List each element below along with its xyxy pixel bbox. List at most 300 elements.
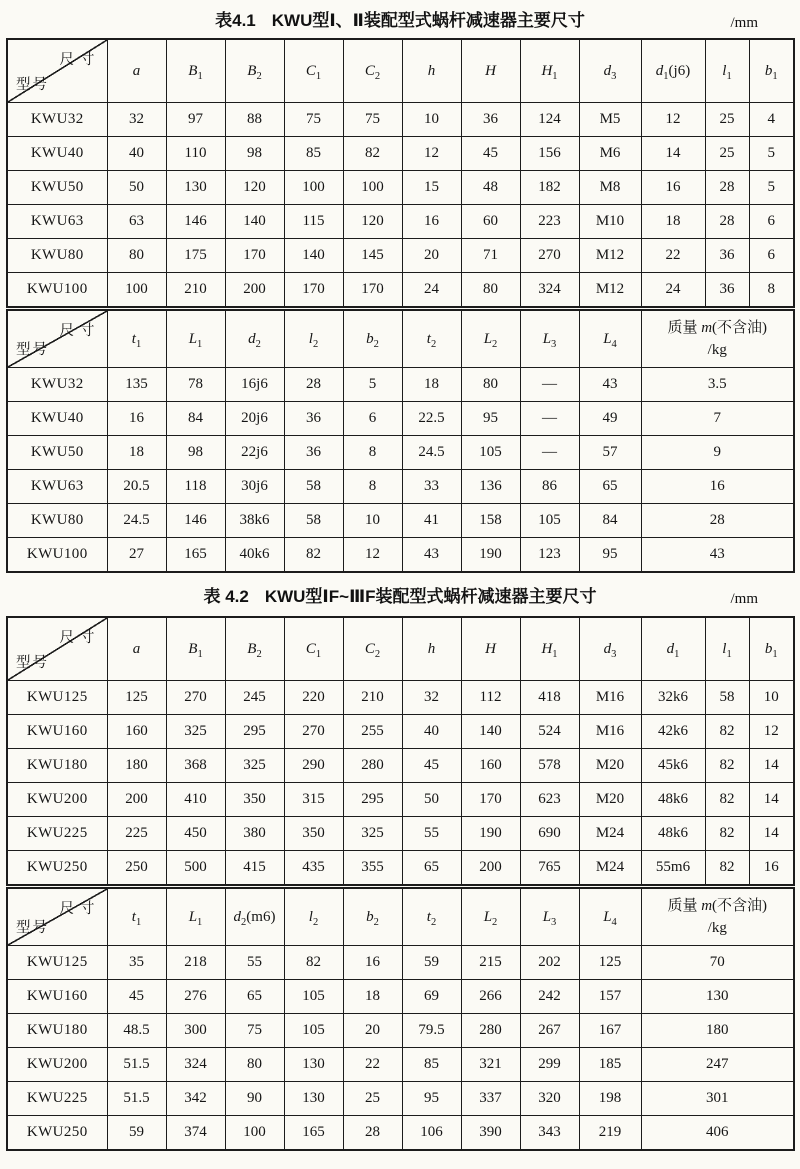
value-cell: 59 — [107, 1116, 166, 1151]
value-cell: 82 — [284, 538, 343, 573]
corner-diagonal — [8, 40, 107, 102]
value-cell: 118 — [166, 470, 225, 504]
corner-label-model: 型号 — [16, 342, 49, 358]
header-cell: $C_2$ — [343, 617, 402, 681]
value-cell: 160 — [107, 715, 166, 749]
corner-label-size: 尺寸 — [59, 323, 101, 339]
value-cell: 200 — [461, 851, 520, 887]
value-cell: 69 — [402, 980, 461, 1014]
value-cell: 51.5 — [107, 1048, 166, 1082]
value-cell: 135 — [107, 368, 166, 402]
header-cell: $L_2$ — [461, 887, 520, 946]
value-cell: 123 — [520, 538, 579, 573]
mass-value-cell: 130 — [641, 980, 794, 1014]
model-cell: KWU180 — [7, 749, 107, 783]
corner-cell — [7, 617, 107, 681]
value-cell: 82 — [705, 715, 749, 749]
table-row — [7, 504, 794, 538]
value-cell: 14 — [749, 817, 794, 851]
value-cell: 219 — [579, 1116, 641, 1151]
value-cell: 170 — [343, 273, 402, 309]
value-cell: 325 — [166, 715, 225, 749]
mass-header-line1: 质量 m(不含油) — [667, 320, 768, 336]
header-cell: $b_2$ — [343, 887, 402, 946]
table-row — [7, 1014, 794, 1048]
value-cell: M24 — [579, 817, 641, 851]
mass-value-cell: 16 — [641, 470, 794, 504]
value-cell: 48k6 — [641, 817, 705, 851]
model-cell: KWU125 — [7, 946, 107, 980]
value-cell: 32k6 — [641, 681, 705, 715]
value-cell: 200 — [225, 273, 284, 309]
header-cell: $b_2$ — [343, 309, 402, 368]
table-row — [7, 980, 794, 1014]
value-cell: 36 — [284, 436, 343, 470]
header-cell: $L_2$ — [461, 309, 520, 368]
value-cell: 55 — [402, 817, 461, 851]
table-row — [7, 205, 794, 239]
value-cell: 22 — [641, 239, 705, 273]
value-cell: 500 — [166, 851, 225, 887]
value-cell: 27 — [107, 538, 166, 573]
table-4-2-title — [6, 586, 794, 608]
value-cell: 40 — [402, 715, 461, 749]
value-cell: — — [520, 402, 579, 436]
value-cell: 105 — [284, 980, 343, 1014]
value-cell: 22 — [343, 1048, 402, 1082]
model-cell: KWU180 — [7, 1014, 107, 1048]
value-cell: 32 — [402, 681, 461, 715]
value-cell: 325 — [343, 817, 402, 851]
value-cell: 210 — [343, 681, 402, 715]
value-cell: 65 — [402, 851, 461, 887]
value-cell: 320 — [520, 1082, 579, 1116]
value-cell: 18 — [641, 205, 705, 239]
value-cell: 415 — [225, 851, 284, 887]
value-cell: 210 — [166, 273, 225, 309]
value-cell: 8 — [343, 470, 402, 504]
value-cell: 8 — [343, 436, 402, 470]
value-cell: 51.5 — [107, 1082, 166, 1116]
value-cell: 82 — [284, 946, 343, 980]
value-cell: 82 — [705, 783, 749, 817]
value-cell: 57 — [579, 436, 641, 470]
header-cell: $d_3$ — [579, 39, 641, 103]
value-cell: 90 — [225, 1082, 284, 1116]
value-cell: M10 — [579, 205, 641, 239]
value-cell: 4 — [749, 103, 794, 137]
value-cell: 16 — [402, 205, 461, 239]
value-cell: 16 — [749, 851, 794, 887]
header-cell: a — [107, 39, 166, 103]
value-cell: 145 — [343, 239, 402, 273]
value-cell: 80 — [461, 273, 520, 309]
model-cell: KWU32 — [7, 368, 107, 402]
value-cell: M8 — [579, 171, 641, 205]
value-cell: 80 — [225, 1048, 284, 1082]
header-cell: $H_1$ — [520, 39, 579, 103]
header-cell: $L_4$ — [579, 887, 641, 946]
mass-header-line1: 质量 m(不含油) — [667, 898, 768, 914]
value-cell: 85 — [402, 1048, 461, 1082]
header-cell: $B_2$ — [225, 39, 284, 103]
header-cell: $L_3$ — [520, 887, 579, 946]
value-cell: 97 — [166, 103, 225, 137]
value-cell: 40k6 — [225, 538, 284, 573]
table-row — [7, 851, 794, 887]
value-cell: 15 — [402, 171, 461, 205]
value-cell: 198 — [579, 1082, 641, 1116]
value-cell: 324 — [520, 273, 579, 309]
model-cell: KWU100 — [7, 538, 107, 573]
header-cell: $L_3$ — [520, 309, 579, 368]
header-cell: h — [402, 39, 461, 103]
value-cell: 43 — [579, 368, 641, 402]
value-cell: 765 — [520, 851, 579, 887]
table-row — [7, 436, 794, 470]
value-cell: 125 — [107, 681, 166, 715]
table-row — [7, 946, 794, 980]
value-cell: 250 — [107, 851, 166, 887]
value-cell: 59 — [402, 946, 461, 980]
value-cell: 16 — [107, 402, 166, 436]
value-cell: 22j6 — [225, 436, 284, 470]
value-cell: 20.5 — [107, 470, 166, 504]
header-cell: $l_1$ — [705, 39, 749, 103]
value-cell: 65 — [225, 980, 284, 1014]
value-cell: 36 — [284, 402, 343, 436]
value-cell: 28 — [343, 1116, 402, 1151]
value-cell: 290 — [284, 749, 343, 783]
table-4-2-label: 表 4.2 — [203, 587, 249, 606]
value-cell: 24.5 — [402, 436, 461, 470]
value-cell: 42k6 — [641, 715, 705, 749]
value-cell: 190 — [461, 538, 520, 573]
value-cell: 45k6 — [641, 749, 705, 783]
value-cell: 120 — [343, 205, 402, 239]
value-cell: 41 — [402, 504, 461, 538]
value-cell: 45 — [107, 980, 166, 1014]
header-cell: $t_1$ — [107, 309, 166, 368]
value-cell: 374 — [166, 1116, 225, 1151]
table-row — [7, 749, 794, 783]
value-cell: 146 — [166, 504, 225, 538]
model-cell: KWU50 — [7, 171, 107, 205]
value-cell: 24 — [641, 273, 705, 309]
model-cell: KWU225 — [7, 1082, 107, 1116]
value-cell: 280 — [461, 1014, 520, 1048]
value-cell: 36 — [705, 273, 749, 309]
value-cell: 58 — [284, 504, 343, 538]
mass-value-cell: 43 — [641, 538, 794, 573]
corner-label-model: 型号 — [16, 77, 49, 93]
value-cell: 45 — [402, 749, 461, 783]
table-row — [7, 681, 794, 715]
value-cell: 125 — [579, 946, 641, 980]
header-cell: $t_2$ — [402, 309, 461, 368]
value-cell: 175 — [166, 239, 225, 273]
mass-header-cell — [641, 309, 794, 368]
model-cell: KWU32 — [7, 103, 107, 137]
value-cell: 98 — [225, 137, 284, 171]
model-cell: KWU200 — [7, 1048, 107, 1082]
header-row — [7, 617, 794, 681]
value-cell: 170 — [225, 239, 284, 273]
header-cell: $L_1$ — [166, 887, 225, 946]
value-cell: 170 — [284, 273, 343, 309]
value-cell: 80 — [107, 239, 166, 273]
value-cell: 156 — [520, 137, 579, 171]
corner-diagonal — [8, 618, 107, 680]
value-cell: 82 — [705, 851, 749, 887]
value-cell: 50 — [402, 783, 461, 817]
value-cell: 38k6 — [225, 504, 284, 538]
value-cell: 270 — [284, 715, 343, 749]
table-row — [7, 137, 794, 171]
value-cell: 223 — [520, 205, 579, 239]
value-cell: 321 — [461, 1048, 520, 1082]
model-cell: KWU200 — [7, 783, 107, 817]
value-cell: 182 — [520, 171, 579, 205]
mass-header-line2: /kg — [707, 920, 727, 936]
value-cell: 180 — [107, 749, 166, 783]
value-cell: 98 — [166, 436, 225, 470]
value-cell: 106 — [402, 1116, 461, 1151]
model-cell: KWU100 — [7, 273, 107, 309]
value-cell: 33 — [402, 470, 461, 504]
value-cell: 299 — [520, 1048, 579, 1082]
table-4-2-caption: KWU型ⅠF~ⅢF装配型式蜗杆减速器主要尺寸 — [264, 587, 597, 606]
value-cell: 35 — [107, 946, 166, 980]
value-cell: 524 — [520, 715, 579, 749]
header-cell: a — [107, 617, 166, 681]
value-cell: 6 — [343, 402, 402, 436]
value-cell: 12 — [749, 715, 794, 749]
mass-header-cell — [641, 887, 794, 946]
value-cell: 24 — [402, 273, 461, 309]
value-cell: 158 — [461, 504, 520, 538]
value-cell: 14 — [749, 783, 794, 817]
value-cell: 115 — [284, 205, 343, 239]
header-cell: $C_1$ — [284, 39, 343, 103]
model-cell: KWU160 — [7, 980, 107, 1014]
header-cell: $B_1$ — [166, 39, 225, 103]
value-cell: 16 — [343, 946, 402, 980]
model-cell: KWU50 — [7, 436, 107, 470]
value-cell: 28 — [284, 368, 343, 402]
value-cell: — — [520, 436, 579, 470]
header-row — [7, 887, 794, 946]
value-cell: M20 — [579, 749, 641, 783]
value-cell: M20 — [579, 783, 641, 817]
value-cell: 130 — [284, 1082, 343, 1116]
header-cell: $C_1$ — [284, 617, 343, 681]
value-cell: 255 — [343, 715, 402, 749]
value-cell: 84 — [579, 504, 641, 538]
value-cell: 266 — [461, 980, 520, 1014]
value-cell: 40 — [107, 137, 166, 171]
table-row — [7, 538, 794, 573]
value-cell: 80 — [461, 368, 520, 402]
value-cell: 8 — [749, 273, 794, 309]
header-cell: $b_1$ — [749, 617, 794, 681]
value-cell: 10 — [343, 504, 402, 538]
value-cell: 105 — [520, 504, 579, 538]
value-cell: 36 — [705, 239, 749, 273]
value-cell: 6 — [749, 205, 794, 239]
header-cell: $l_2$ — [284, 309, 343, 368]
header-cell: $L_4$ — [579, 309, 641, 368]
value-cell: 25 — [343, 1082, 402, 1116]
value-cell: 276 — [166, 980, 225, 1014]
header-cell: $t_2$ — [402, 887, 461, 946]
value-cell: 342 — [166, 1082, 225, 1116]
value-cell: 5 — [749, 137, 794, 171]
header-row — [7, 309, 794, 368]
value-cell: 225 — [107, 817, 166, 851]
value-cell: 105 — [284, 1014, 343, 1048]
value-cell: 124 — [520, 103, 579, 137]
value-cell: 18 — [107, 436, 166, 470]
value-cell: 18 — [343, 980, 402, 1014]
header-cell: $l_2$ — [284, 887, 343, 946]
value-cell: 418 — [520, 681, 579, 715]
value-cell: 220 — [284, 681, 343, 715]
mass-value-cell: 9 — [641, 436, 794, 470]
value-cell: 60 — [461, 205, 520, 239]
header-cell: $b_1$ — [749, 39, 794, 103]
corner-label-size: 尺寸 — [59, 630, 101, 646]
value-cell: 410 — [166, 783, 225, 817]
value-cell: 100 — [284, 171, 343, 205]
model-cell: KWU63 — [7, 470, 107, 504]
value-cell: 43 — [402, 538, 461, 573]
corner-label-size: 尺寸 — [59, 901, 101, 917]
corner-cell — [7, 39, 107, 103]
table-row — [7, 171, 794, 205]
value-cell: 105 — [461, 436, 520, 470]
value-cell: 295 — [343, 783, 402, 817]
corner-label-model: 型号 — [16, 920, 49, 936]
value-cell: 20j6 — [225, 402, 284, 436]
model-cell: KWU250 — [7, 1116, 107, 1151]
value-cell: 32 — [107, 103, 166, 137]
value-cell: 75 — [343, 103, 402, 137]
table-4-1-title — [6, 10, 794, 32]
table-4-1-label: 表4.1 — [215, 11, 256, 30]
value-cell: 85 — [284, 137, 343, 171]
value-cell: 5 — [749, 171, 794, 205]
header-cell: $d_1$ — [641, 617, 705, 681]
value-cell: 690 — [520, 817, 579, 851]
table-row — [7, 368, 794, 402]
header-cell: $d_2(m6)$ — [225, 887, 284, 946]
value-cell: 95 — [579, 538, 641, 573]
value-cell: 82 — [343, 137, 402, 171]
value-cell: 28 — [705, 171, 749, 205]
header-cell: $B_2$ — [225, 617, 284, 681]
table-4-1-unit: /mm — [730, 15, 758, 31]
value-cell: M12 — [579, 239, 641, 273]
header-cell: $H_1$ — [520, 617, 579, 681]
value-cell: 50 — [107, 171, 166, 205]
value-cell: 82 — [705, 817, 749, 851]
value-cell: 75 — [284, 103, 343, 137]
value-cell: 112 — [461, 681, 520, 715]
value-cell: 28 — [705, 205, 749, 239]
value-cell: M16 — [579, 715, 641, 749]
value-cell: M5 — [579, 103, 641, 137]
table-row — [7, 402, 794, 436]
value-cell: 95 — [402, 1082, 461, 1116]
value-cell: 435 — [284, 851, 343, 887]
model-cell: KWU80 — [7, 504, 107, 538]
value-cell: 170 — [461, 783, 520, 817]
value-cell: 18 — [402, 368, 461, 402]
table-body — [7, 617, 794, 1150]
table-row — [7, 1048, 794, 1082]
mass-value-cell: 180 — [641, 1014, 794, 1048]
value-cell: 202 — [520, 946, 579, 980]
mass-value-cell: 247 — [641, 1048, 794, 1082]
value-cell: 140 — [461, 715, 520, 749]
value-cell: 30j6 — [225, 470, 284, 504]
value-cell: 100 — [225, 1116, 284, 1151]
value-cell: 343 — [520, 1116, 579, 1151]
value-cell: 623 — [520, 783, 579, 817]
value-cell: 84 — [166, 402, 225, 436]
value-cell: 71 — [461, 239, 520, 273]
value-cell: 140 — [284, 239, 343, 273]
table-row — [7, 817, 794, 851]
value-cell: 48k6 — [641, 783, 705, 817]
corner-label-size: 尺寸 — [59, 52, 101, 68]
value-cell: 324 — [166, 1048, 225, 1082]
table-row — [7, 1116, 794, 1151]
value-cell: 368 — [166, 749, 225, 783]
value-cell: 146 — [166, 205, 225, 239]
header-cell: $d_1(j6)$ — [641, 39, 705, 103]
table-body — [7, 39, 794, 572]
table-row — [7, 470, 794, 504]
value-cell: 10 — [402, 103, 461, 137]
value-cell: 578 — [520, 749, 579, 783]
value-cell: 45 — [461, 137, 520, 171]
table-4-1 — [6, 38, 795, 573]
value-cell: 55m6 — [641, 851, 705, 887]
value-cell: 140 — [225, 205, 284, 239]
value-cell: 390 — [461, 1116, 520, 1151]
value-cell: 86 — [520, 470, 579, 504]
value-cell: 245 — [225, 681, 284, 715]
value-cell: 48 — [461, 171, 520, 205]
mass-value-cell: 28 — [641, 504, 794, 538]
value-cell: 215 — [461, 946, 520, 980]
corner-cell — [7, 887, 107, 946]
value-cell: 12 — [402, 137, 461, 171]
table-row — [7, 715, 794, 749]
corner-label-model: 型号 — [16, 655, 49, 671]
value-cell: 14 — [749, 749, 794, 783]
value-cell: 16 — [641, 171, 705, 205]
value-cell: 20 — [402, 239, 461, 273]
value-cell: 36 — [461, 103, 520, 137]
value-cell: 25 — [705, 103, 749, 137]
header-cell: $C_2$ — [343, 39, 402, 103]
value-cell: 350 — [225, 783, 284, 817]
table-4-1-caption: KWU型Ⅰ、Ⅱ装配型式蜗杆减速器主要尺寸 — [271, 11, 585, 30]
model-cell: KWU125 — [7, 681, 107, 715]
